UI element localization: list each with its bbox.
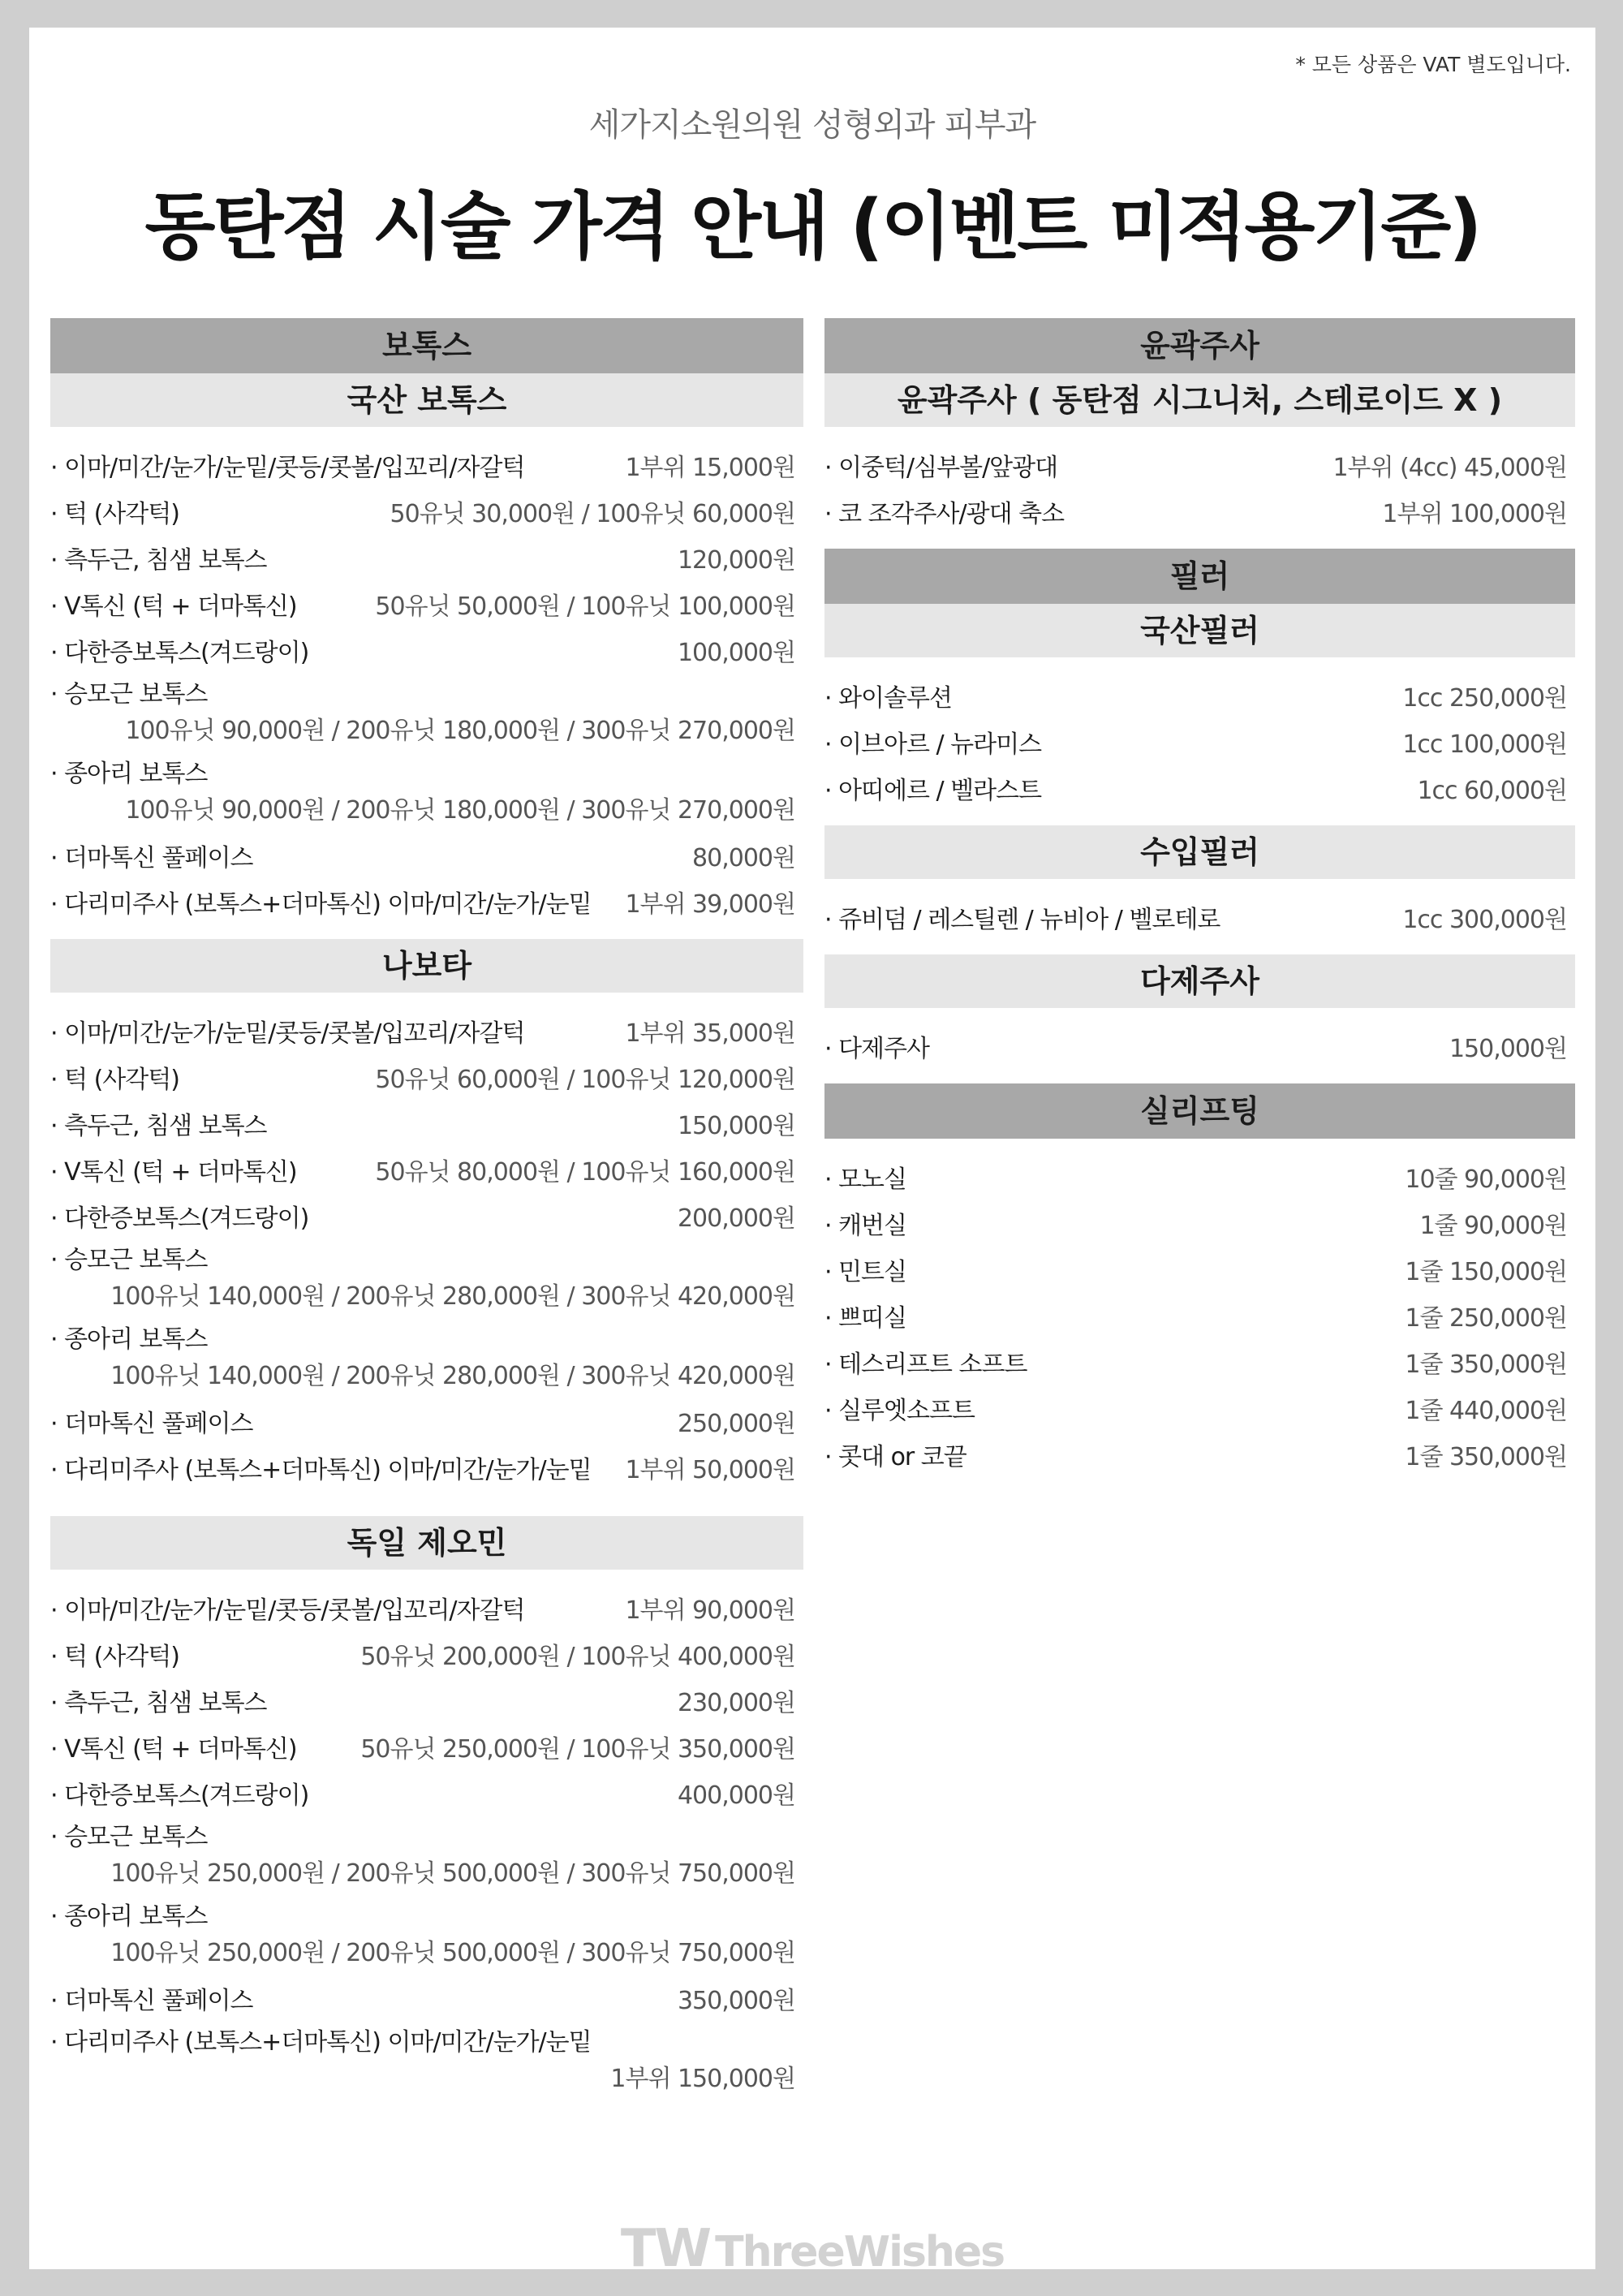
item-price: 1줄 440,000원: [1405, 1397, 1567, 1425]
item-name: · 종아리 보톡스: [50, 1898, 795, 1935]
item-name: · V톡신 (턱 + 더마톡신): [50, 1726, 297, 1773]
brand-logo: [29, 2219, 1595, 2279]
price-row: [824, 1434, 1567, 1480]
item-name: · 다리미주사 (보톡스+더마톡신) 이마/미간/눈가/눈밑: [50, 1447, 592, 1493]
logo-mark: TW: [620, 2219, 711, 2279]
item-price: 100유닛 90,000원 / 200유닛 180,000원 / 300유닛 270,000원: [125, 717, 795, 745]
item-price: 400,000원: [677, 1781, 795, 1810]
item-price: 1부위 150,000원: [610, 2065, 795, 2093]
item-name: · 측두근, 침샘 보톡스: [50, 1680, 267, 1726]
price-row: [824, 1157, 1567, 1203]
item-name: · 모노실: [824, 1157, 906, 1203]
item-price: 1부위 100,000원: [1382, 500, 1567, 528]
price-row: [824, 1342, 1567, 1388]
item-name: · 더마톡신 풀페이스: [50, 1978, 252, 2024]
item-price: 100,000원: [677, 639, 795, 667]
price-row: [50, 676, 795, 749]
item-name: · 코 조각주사/광대 축소: [824, 491, 1064, 537]
item-name: · 턱 (사각턱): [50, 1634, 179, 1680]
item-price: 1줄 350,000원: [1405, 1350, 1567, 1379]
price-row: [824, 491, 1567, 537]
vat-note: * 모든 상품은 VAT 별도입니다.: [1295, 53, 1571, 76]
item-price: 10줄 90,000원: [1405, 1165, 1567, 1194]
section-header-botox: 보톡스: [50, 318, 803, 373]
item-name: · 다한증보톡스(겨드랑이): [50, 1773, 308, 1819]
item-name: · 측두근, 침샘 보톡스: [50, 537, 267, 584]
price-row: [50, 1242, 795, 1315]
import-filler-list: [824, 879, 1575, 954]
nabota-list: [50, 993, 803, 1505]
item-price: 1부위 35,000원: [625, 1019, 795, 1048]
price-row: [824, 445, 1567, 491]
item-name: · 종아리 보톡스: [50, 756, 795, 792]
item-price: 350,000원: [677, 1987, 795, 2015]
item-price: 80,000원: [692, 844, 795, 872]
subsection-header-contour-signature: 윤곽주사 ( 동탄점 시그니처, 스테로이드 X ): [824, 373, 1575, 427]
item-name: · 쁘띠실: [824, 1295, 906, 1342]
item-name: · 이중턱/심부볼/앞광대: [824, 445, 1057, 491]
subsection-header-domestic-botox: 국산 보톡스: [50, 373, 803, 427]
price-row: [50, 1447, 795, 1493]
item-name: · 승모근 보톡스: [50, 1819, 795, 1855]
item-price: 1부위 50,000원: [625, 1456, 795, 1484]
item-price: 1부위 39,000원: [625, 890, 795, 919]
item-name: · 다리미주사 (보톡스+더마톡신) 이마/미간/눈가/눈밑: [50, 2024, 795, 2061]
price-row: [50, 1401, 795, 1447]
item-price: 230,000원: [677, 1689, 795, 1717]
item-name: · 다리미주사 (보톡스+더마톡신) 이마/미간/눈가/눈밑: [50, 881, 592, 928]
domestic-filler-list: [824, 657, 1575, 825]
price-row: [50, 1680, 795, 1726]
item-price: 100유닛 90,000원 / 200유닛 180,000원 / 300유닛 270,000원: [125, 796, 795, 825]
price-row: [50, 1103, 795, 1149]
item-price: 150,000원: [1449, 1035, 1567, 1063]
item-price: 1줄 150,000원: [1405, 1258, 1567, 1286]
item-name: · 실루엣소프트: [824, 1388, 975, 1434]
item-price: 1cc 250,000원: [1402, 684, 1567, 713]
item-price: 1cc 60,000원: [1417, 777, 1567, 805]
item-name: · 이브아르 / 뉴라미스: [824, 722, 1041, 768]
item-price: 100유닛 250,000원 / 200유닛 500,000원 / 300유닛 750,000원: [110, 1939, 795, 1967]
item-price: 50유닛 60,000원 / 100유닛 120,000원: [375, 1066, 795, 1094]
clinic-name: 세가지소원의원 성형외과 피부과: [588, 106, 1036, 144]
item-name: · 민트실: [824, 1249, 906, 1295]
item-price: 50유닛 250,000원 / 100유닛 350,000원: [360, 1735, 795, 1764]
item-price: 100유닛 250,000원 / 200유닛 500,000원 / 300유닛 750,000원: [110, 1859, 795, 1888]
item-name: · 더마톡신 풀페이스: [50, 1401, 252, 1447]
price-row: [50, 630, 795, 676]
price-sheet: [29, 28, 1595, 2279]
item-price: 200,000원: [677, 1204, 795, 1233]
item-name: · 이마/미간/눈가/눈밑/콧등/콧볼/입꼬리/자갈턱: [50, 1010, 524, 1057]
item-name: · 이마/미간/눈가/눈밑/콧등/콧볼/입꼬리/자갈턱: [50, 1587, 524, 1634]
section-header-thread-lifting: 실리프팅: [824, 1083, 1575, 1139]
price-row: [824, 768, 1567, 814]
price-row: [50, 835, 795, 881]
item-name: · 종아리 보톡스: [50, 1321, 795, 1358]
item-price: 1줄 350,000원: [1405, 1443, 1567, 1471]
item-name: · 와이솔루션: [824, 675, 952, 722]
price-row: [50, 1898, 795, 1971]
price-row: [824, 1026, 1567, 1072]
item-price: 1줄 250,000원: [1405, 1304, 1567, 1333]
item-name: · 턱 (사각턱): [50, 491, 179, 537]
item-price: 1부위 15,000원: [625, 454, 795, 482]
item-name: · 이마/미간/눈가/눈밑/콧등/콧볼/입꼬리/자갈턱: [50, 445, 524, 491]
item-name: · V톡신 (턱 + 더마톡신): [50, 1149, 297, 1195]
item-name: · 승모근 보톡스: [50, 1242, 795, 1278]
item-price: 100유닛 140,000원 / 200유닛 280,000원 / 300유닛 420,000원: [110, 1282, 795, 1311]
price-row: [824, 1249, 1567, 1295]
price-row: [50, 1321, 795, 1394]
price-row: [50, 756, 795, 829]
item-price: 100유닛 140,000원 / 200유닛 280,000원 / 300유닛 420,000원: [110, 1362, 795, 1390]
item-name: · 캐번실: [824, 1203, 906, 1249]
item-price: 1부위 (4cc) 45,000원: [1332, 454, 1567, 482]
item-price: 1부위 90,000원: [625, 1596, 795, 1625]
price-row: [50, 2024, 795, 2097]
subsection-header-fat-injection: 다제주사: [824, 954, 1575, 1008]
price-row: [50, 1819, 795, 1892]
price-row: [50, 537, 795, 584]
price-row: [50, 1010, 795, 1057]
subsection-header-domestic-filler: 국산필러: [824, 604, 1575, 657]
price-row: [50, 881, 795, 928]
price-row: [50, 445, 795, 491]
item-name: · 쥬비덤 / 레스틸렌 / 뉴비아 / 벨로테로: [824, 897, 1220, 943]
price-row: [50, 1634, 795, 1680]
item-price: 50유닛 200,000원 / 100유닛 400,000원: [360, 1643, 795, 1671]
price-row: [824, 1295, 1567, 1342]
item-name: · 아띠에르 / 벨라스트: [824, 768, 1041, 814]
price-row: [50, 1057, 795, 1103]
item-name: · 다제주사: [824, 1026, 929, 1072]
xeomin-list: [50, 1570, 803, 2115]
item-price: 120,000원: [677, 546, 795, 575]
subsection-header-nabota: 나보타: [50, 939, 803, 993]
item-price: 1cc 100,000원: [1402, 730, 1567, 759]
price-row: [50, 1773, 795, 1819]
item-price: 50유닛 80,000원 / 100유닛 160,000원: [375, 1158, 795, 1187]
domestic-botox-list: [50, 427, 803, 939]
item-name: · V톡신 (턱 + 더마톡신): [50, 584, 297, 630]
price-row: [824, 722, 1567, 768]
page-title: 동탄점 시술 가격 안내 (이벤트 미적용기준): [144, 184, 1480, 269]
item-name: · 테스리프트 소프트: [824, 1342, 1027, 1388]
item-name: · 턱 (사각턱): [50, 1057, 179, 1103]
item-name: · 더마톡신 풀페이스: [50, 835, 252, 881]
subsection-header-import-filler: 수입필러: [824, 825, 1575, 879]
price-row: [824, 897, 1567, 943]
item-name: · 승모근 보톡스: [50, 676, 795, 713]
logo-text: ThreeWishes: [715, 2228, 1005, 2277]
subsection-header-xeomin: 독일 제오민: [50, 1516, 803, 1570]
price-row: [50, 1587, 795, 1634]
item-price: 250,000원: [677, 1410, 795, 1438]
price-row: [50, 584, 795, 630]
item-name: · 측두근, 침샘 보톡스: [50, 1103, 267, 1149]
price-row: [50, 1195, 795, 1242]
price-row: [50, 1726, 795, 1773]
item-price: 1줄 90,000원: [1419, 1212, 1567, 1240]
item-name: · 다한증보톡스(겨드랑이): [50, 630, 308, 676]
contour-list: [824, 427, 1575, 549]
item-price: 50유닛 50,000원 / 100유닛 100,000원: [375, 592, 795, 621]
price-row: [50, 491, 795, 537]
fat-injection-list: [824, 1008, 1575, 1083]
section-header-contour: 윤곽주사: [824, 318, 1575, 373]
item-name: · 콧대 or 코끝: [824, 1434, 966, 1480]
right-column: [824, 318, 1575, 1492]
item-price: 50유닛 30,000원 / 100유닛 60,000원: [390, 500, 795, 528]
price-row: [50, 1978, 795, 2024]
item-price: 1cc 300,000원: [1402, 906, 1567, 934]
section-header-filler: 필러: [824, 549, 1575, 604]
price-row: [824, 1203, 1567, 1249]
item-name: · 다한증보톡스(겨드랑이): [50, 1195, 308, 1242]
price-row: [824, 1388, 1567, 1434]
price-row: [50, 1149, 795, 1195]
left-column: [50, 318, 803, 2115]
item-price: 150,000원: [677, 1112, 795, 1140]
thread-lifting-list: [824, 1139, 1575, 1492]
price-row: [824, 675, 1567, 722]
